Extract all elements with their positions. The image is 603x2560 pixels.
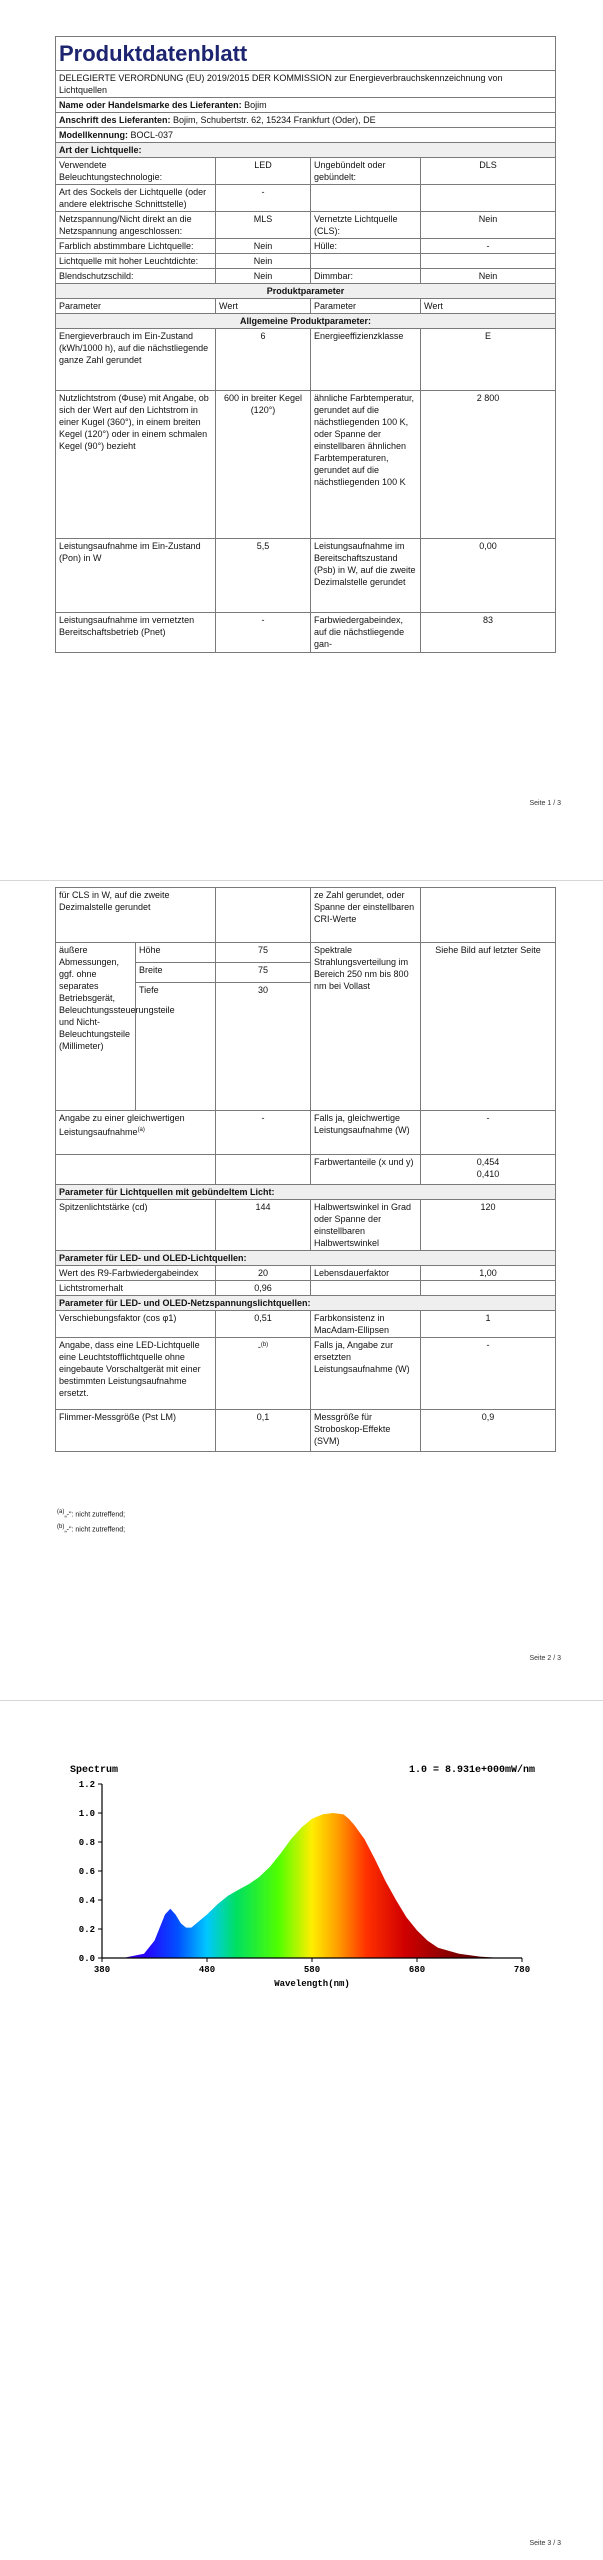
dimensions-label: äußere Abmessungen, ggf. ohne separates Betriebsgerät, Beleuchtungssteuerungsteile und Nicht-Beleuchtungsteile (Millimeter) — [56, 943, 136, 1111]
value-cell — [216, 1338, 311, 1410]
value-cell: 0,1 — [216, 1410, 311, 1452]
value-cell: 120 — [421, 1200, 556, 1251]
table-row — [56, 613, 556, 653]
footnote-a — [57, 1507, 125, 1520]
param-cell: Energieverbrauch im Ein-Zustand (kWh/1000 h), auf die nächstliegende ganze Zahl gerundet — [56, 329, 216, 391]
x-tick-label: 580 — [303, 1965, 321, 1975]
page-number: Seite 2 / 3 — [529, 1655, 561, 1662]
param-cell: Leistungsaufnahme im Bereitschaftszustand (Psb) in W, auf die zweite Dezimalstelle gerundet — [311, 539, 421, 613]
value-cell: 1 — [421, 1311, 556, 1338]
address-label: Anschrift des Lieferanten: — [59, 115, 171, 125]
param-cell: Lichtquelle mit hoher Leuchtdichte: — [56, 254, 216, 269]
address-value: Bojim, Schubertstr. 62, 15234 Frankfurt (Oder), DE — [173, 115, 376, 125]
param-cell: Flimmer-Messgröße (Pst LM) — [56, 1410, 216, 1452]
param-cell: Art des Sockels der Lichtquelle (oder andere elektrische Schnittstelle) — [56, 185, 216, 212]
empty-cell — [56, 1155, 216, 1185]
footnote-text: „-": nicht zutreffend; — [64, 1511, 126, 1519]
param-cell: Nutzlichtstrom (Φuse) mit Angabe, ob sich der Wert auf den Lichtstrom in einer Kugel (360°), in einem breiten Kegel (120°) oder in einem schmalen Kegel (90°) bezieht — [56, 391, 216, 539]
page-title: Produktdatenblatt — [56, 37, 556, 71]
dimension-value: 75 — [216, 943, 311, 963]
y-tick-label: 0.8 — [78, 1838, 95, 1848]
table-row — [56, 1311, 556, 1338]
param-cell: Netzspannung/Nicht direkt an die Netzspannung angeschlossen: — [56, 212, 216, 239]
table-row — [56, 185, 556, 212]
dimension-name: Tiefe — [136, 983, 216, 1111]
value-cell: DLS — [421, 158, 556, 185]
page-1 — [0, 0, 603, 810]
param-cell: für CLS in W, auf die zweite Dezimalstelle gerundet — [56, 888, 216, 943]
value-cell: 83 — [421, 613, 556, 653]
address-row — [56, 113, 556, 128]
page-2 — [0, 885, 603, 1685]
model-label: Modellkennung: — [59, 130, 128, 140]
value-text: - — [257, 1342, 261, 1352]
regulation-text: DELEGIERTE VERORDNUNG (EU) 2019/2015 DER KOMMISSION zur Energieverbrauchskennzeichnung von Lichtquellen — [56, 71, 556, 98]
param-cell: Dimmbar: — [311, 269, 421, 284]
value-cell: 6 — [216, 329, 311, 391]
param-cell: Verschiebungsfaktor (cos φ1) — [56, 1311, 216, 1338]
table-row — [56, 1281, 556, 1296]
param-cell: Verwendete Beleuchtungstechnologie: — [56, 158, 216, 185]
param-cell: Lichtstromerhalt — [56, 1281, 216, 1296]
table-row — [56, 539, 556, 613]
spectrum-chart — [0, 1758, 603, 1998]
x-tick-label: 480 — [198, 1965, 216, 1975]
table-row — [56, 269, 556, 284]
empty-cell — [216, 1155, 311, 1185]
x-tick-label: 380 — [93, 1965, 111, 1975]
footnote-text: „-": nicht zutreffend; — [64, 1526, 126, 1534]
page-number: Seite 3 / 3 — [529, 2540, 561, 2547]
column-header: Parameter — [56, 299, 216, 314]
param-cell: Leistungsaufnahme im Ein-Zustand (Pon) in W — [56, 539, 216, 613]
supplier-value: Bojim — [244, 100, 267, 110]
param-cell: Falls ja, Angabe zur ersetzten Leistungsaufnahme (W) — [311, 1338, 421, 1410]
dimension-name: Breite — [136, 963, 216, 983]
value-cell: Siehe Bild auf letzter Seite — [421, 943, 556, 1111]
model-value: BOCL-037 — [130, 130, 174, 140]
x-tick-label: 680 — [408, 1965, 426, 1975]
empty-cell — [311, 1281, 421, 1296]
param-cell: Farbkonsistenz in MacAdam-Ellipsen — [311, 1311, 421, 1338]
param-cell: Messgröße für Stroboskop-Effekte (SVM) — [311, 1410, 421, 1452]
column-header-row — [56, 299, 556, 314]
value-cell: - — [216, 185, 311, 212]
table-row — [56, 1410, 556, 1452]
param-cell: ähnliche Farbtemperatur, gerundet auf die nächstliegenden 100 K, oder Spanne der einstellbaren ähnlichen Farbtemperaturen, gerundet auf die nächstliegenden 100 K — [311, 391, 421, 539]
section-light-source-type: Art der Lichtquelle: — [56, 143, 556, 158]
section-mains: Parameter für LED- und OLED-Netzspannungslichtquellen: — [56, 1296, 556, 1311]
param-cell: Hülle: — [311, 239, 421, 254]
value-cell: Nein — [421, 212, 556, 239]
page-number: Seite 1 / 3 — [529, 800, 561, 807]
empty-cell — [421, 185, 556, 212]
value-cell: 0,00 — [421, 539, 556, 613]
y-tick-label: 0.0 — [78, 1954, 95, 1964]
value-cell: - — [421, 1111, 556, 1155]
y-tick-label: 0.2 — [78, 1925, 95, 1935]
value-cell: 20 — [216, 1266, 311, 1281]
value-cell: - — [216, 1111, 311, 1155]
footnote-mark: (b) — [260, 1342, 269, 1348]
table-row — [56, 1338, 556, 1410]
datasheet-table-page1 — [55, 36, 556, 653]
table-row — [56, 1155, 556, 1185]
table-row — [56, 239, 556, 254]
value-cell: Nein — [421, 269, 556, 284]
empty-cell — [421, 1281, 556, 1296]
param-cell: Farblich abstimmbare Lichtquelle: — [56, 239, 216, 254]
footnote-mark: (b) — [57, 1524, 65, 1530]
param-cell: Energieeffizienzklasse — [311, 329, 421, 391]
value-cell: E — [421, 329, 556, 391]
spectrum-area — [102, 1813, 522, 1958]
param-cell: Blendschutzschild: — [56, 269, 216, 284]
section-directional: Parameter für Lichtquellen mit gebündeltem Licht: — [56, 1185, 556, 1200]
table-row — [56, 391, 556, 539]
param-cell: Ungebündelt oder gebündelt: — [311, 158, 421, 185]
value-cell: - — [216, 613, 311, 653]
x-axis-label: Wavelength(nm) — [274, 1979, 350, 1989]
param-cell — [56, 1111, 216, 1155]
table-row — [56, 1111, 556, 1155]
value-cell: MLS — [216, 212, 311, 239]
table-row — [56, 888, 556, 943]
value-cell: LED — [216, 158, 311, 185]
param-cell: Falls ja, gleichwertige Leistungsaufnahme (W) — [311, 1111, 421, 1155]
value-cell: 2 800 — [421, 391, 556, 539]
value-cell: - — [421, 1338, 556, 1410]
y-tick-label: 1.2 — [78, 1780, 95, 1790]
value-cell: 0,51 — [216, 1311, 311, 1338]
chart-title: Spectrum — [70, 1765, 119, 1776]
y-tick-label: 0.4 — [78, 1896, 95, 1906]
dimension-value: 30 — [216, 983, 311, 1111]
model-row — [56, 128, 556, 143]
param-cell: Lebensdauerfaktor — [311, 1266, 421, 1281]
param-cell: Wert des R9-Farbwiedergabeindex — [56, 1266, 216, 1281]
param-cell: Farbwertanteile (x und y) — [311, 1155, 421, 1185]
section-general-parameters: Allgemeine Produktparameter: — [56, 314, 556, 329]
param-cell: Angabe, dass eine LED-Lichtquelle eine Leuchtstofflichtquelle ohne eingebaute Vorschaltgerät mit einer bestimmten Leistungsaufnahme ersetzt. — [56, 1338, 216, 1410]
value-cell: - — [421, 239, 556, 254]
supplier-label: Name oder Handelsmarke des Lieferanten: — [59, 100, 242, 110]
dimension-name: Höhe — [136, 943, 216, 963]
empty-cell — [421, 254, 556, 269]
value-cell: Nein — [216, 254, 311, 269]
y-tick-label: 0.6 — [78, 1867, 95, 1877]
section-product-parameters: Produktparameter — [56, 284, 556, 299]
param-cell: ze Zahl gerundet, oder Spanne der einstellbaren CRI-Werte — [311, 888, 421, 943]
empty-cell — [311, 254, 421, 269]
page-3 — [0, 1700, 603, 2560]
table-row — [56, 329, 556, 391]
table-row — [56, 1266, 556, 1281]
supplier-row — [56, 98, 556, 113]
value-cell: 5,5 — [216, 539, 311, 613]
table-row — [56, 254, 556, 269]
param-cell: Spektrale Strahlungsverteilung im Bereich 250 nm bis 800 nm bei Vollast — [311, 943, 421, 1111]
x-tick-label: 780 — [513, 1965, 531, 1975]
y-tick-label: 1.0 — [78, 1809, 95, 1819]
value-cell: 144 — [216, 1200, 311, 1251]
column-header: Wert — [216, 299, 311, 314]
value-cell: 600 in breiter Kegel (120°) — [216, 391, 311, 539]
param-cell: Leistungsaufnahme im vernetzten Bereitschaftsbetrieb (Pnet) — [56, 613, 216, 653]
datasheet-table-page2 — [55, 887, 556, 1452]
value-cell: 0,96 — [216, 1281, 311, 1296]
column-header: Parameter — [311, 299, 421, 314]
value-cell: 0,9 — [421, 1410, 556, 1452]
footnote-mark: (a) — [57, 1509, 65, 1515]
value-cell: 1,00 — [421, 1266, 556, 1281]
value-cell: Nein — [216, 269, 311, 284]
page-divider — [0, 880, 603, 881]
table-row — [56, 212, 556, 239]
table-row — [56, 943, 556, 963]
value-cell: 0,454 0,410 — [421, 1155, 556, 1185]
table-row — [56, 1200, 556, 1251]
empty-cell — [311, 185, 421, 212]
footnote-mark: (a) — [137, 1127, 145, 1133]
section-led: Parameter für LED- und OLED-Lichtquellen: — [56, 1251, 556, 1266]
value-cell — [216, 888, 311, 943]
table-row — [56, 158, 556, 185]
param-cell: Spitzenlichtstärke (cd) — [56, 1200, 216, 1251]
footnote-b — [57, 1522, 125, 1535]
dimension-value: 75 — [216, 963, 311, 983]
param-cell: Vernetzte Lichtquelle (CLS): — [311, 212, 421, 239]
chart-annotation: 1.0 = 8.931e+000mW/nm — [408, 1765, 535, 1776]
value-cell — [421, 888, 556, 943]
param-text: Angabe zu einer gleichwertigen Leistungsaufnahme — [59, 1113, 185, 1137]
param-cell: Halbwertswinkel in Grad oder Spanne der einstellbaren Halbwertswinkel — [311, 1200, 421, 1251]
column-header: Wert — [421, 299, 556, 314]
value-cell: Nein — [216, 239, 311, 254]
param-cell: Farbwiedergabeindex, auf die nächstliegende gan- — [311, 613, 421, 653]
